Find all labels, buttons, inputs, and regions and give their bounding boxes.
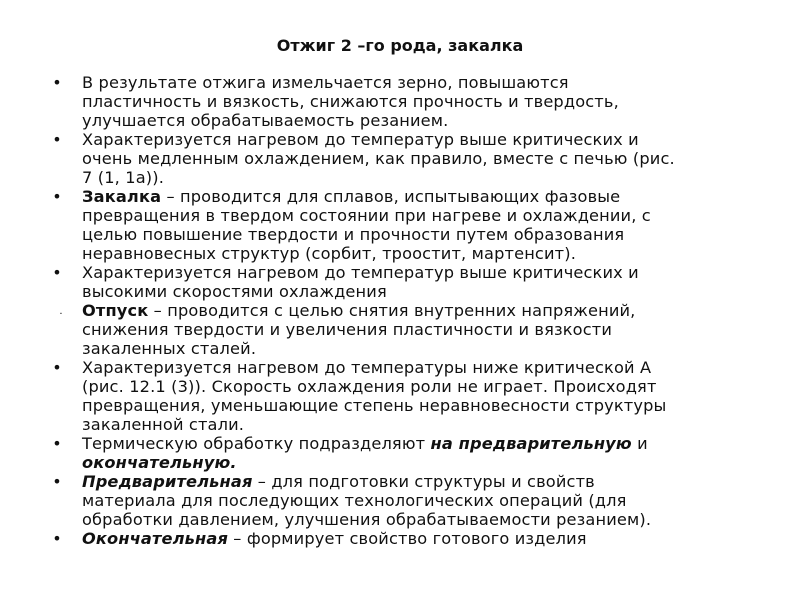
emphasized-term: Предварительная: [82, 472, 253, 491]
text-run: улучшается обрабатываемость резанием.: [82, 111, 449, 130]
list-item-line: [82, 73, 770, 92]
list-item-line: [82, 206, 770, 225]
text-run: и: [631, 434, 648, 453]
text-run: высокими скоростями охлаждения: [82, 282, 387, 301]
slide-title: Отжиг 2 –го рода, закалка: [276, 36, 524, 55]
list-item-line: [82, 301, 770, 320]
list-item-line: [82, 472, 770, 491]
list-item-line: [82, 111, 770, 130]
bullet-list: [0, 73, 800, 548]
list-item: [0, 73, 800, 130]
text-run: – проводится с целью снятия внутренних напряжений,: [148, 301, 636, 320]
text-run: (рис. 12.1 (3)). Скорость охлаждения роли не играет. Происходят: [82, 377, 657, 396]
bullet-marker: •: [52, 472, 62, 491]
bullet-marker: •: [52, 263, 62, 282]
bullet-marker: •: [52, 434, 62, 453]
text-run: Характеризуется нагревом до температуры ниже критической А: [82, 358, 652, 377]
list-item-line: [82, 529, 770, 548]
list-item-line: [82, 282, 770, 301]
bullet-marker: •: [52, 358, 62, 377]
text-run: Термическую обработку подразделяют: [82, 434, 431, 453]
emphasized-term: Окончательная: [82, 529, 228, 548]
list-item-line: [82, 339, 770, 358]
list-item: [0, 529, 800, 548]
list-item-line: [82, 358, 770, 377]
text-run: закаленной стали.: [82, 415, 245, 434]
list-item-line: [82, 320, 770, 339]
text-run: Характеризуется нагревом до температур выше критических и: [82, 263, 639, 282]
text-run: – для подготовки структуры и свойств: [252, 472, 595, 491]
dot-marker: .: [59, 306, 63, 317]
text-run: обработки давлением, улучшения обрабатываемости резанием).: [82, 510, 652, 529]
list-item: [0, 187, 800, 263]
emphasized-term: на предварительную: [430, 434, 632, 453]
text-run: очень медленным охлаждением, как правило, вместе с печью (рис.: [82, 149, 675, 168]
list-item-line: [82, 168, 770, 187]
emphasized-term: окончательную.: [82, 453, 237, 472]
list-item-line: [82, 377, 770, 396]
bullet-marker: •: [52, 187, 62, 206]
list-item-line: [82, 92, 770, 111]
list-item: [0, 263, 800, 301]
list-item-line: [82, 396, 770, 415]
text-run: закаленных сталей.: [82, 339, 257, 358]
bullet-marker: •: [52, 529, 62, 548]
list-item-line: [82, 187, 770, 206]
list-item-line: [82, 263, 770, 282]
text-run: материала для последующих технологических операций (для: [82, 491, 627, 510]
bullet-marker: •: [52, 130, 62, 149]
emphasized-term: Закалка: [82, 187, 162, 206]
text-run: В результате отжига измельчается зерно, повышаются: [82, 73, 569, 92]
bullet-marker: •: [52, 73, 62, 92]
text-run: – проводится для сплавов, испытывающих фазовые: [161, 187, 621, 206]
list-item: [0, 358, 800, 434]
list-item-line: [82, 491, 770, 510]
text-run: неравновесных структур (сорбит, троостит, мартенсит).: [82, 244, 576, 263]
text-run: Характеризуется нагревом до температур выше критических и: [82, 130, 639, 149]
emphasized-term: Отпуск: [82, 301, 149, 320]
text-run: целью повышение твердости и прочности путем образования: [82, 225, 625, 244]
text-run: 7 (1, 1а)).: [82, 168, 164, 187]
list-item-line: [82, 510, 770, 529]
text-run: снижения твердости и увеличения пластичности и вязкости: [82, 320, 613, 339]
list-item: [0, 434, 800, 472]
list-item: [0, 130, 800, 187]
list-item: [0, 301, 800, 358]
text-run: пластичность и вязкость, снижаются прочность и твердость,: [82, 92, 619, 111]
list-item-line: [82, 415, 770, 434]
list-item-line: [82, 453, 770, 472]
text-run: – формирует свойство готового изделия: [228, 529, 587, 548]
text-run: превращения, уменьшающие степень неравновесности структуры: [82, 396, 667, 415]
text-run: превращения в твердом состоянии при нагреве и охлаждении, с: [82, 206, 651, 225]
list-item-line: [82, 149, 770, 168]
list-item-line: [82, 434, 770, 453]
list-item-line: [82, 244, 770, 263]
list-item-line: [82, 130, 770, 149]
list-item: [0, 472, 800, 529]
list-item-line: [82, 225, 770, 244]
